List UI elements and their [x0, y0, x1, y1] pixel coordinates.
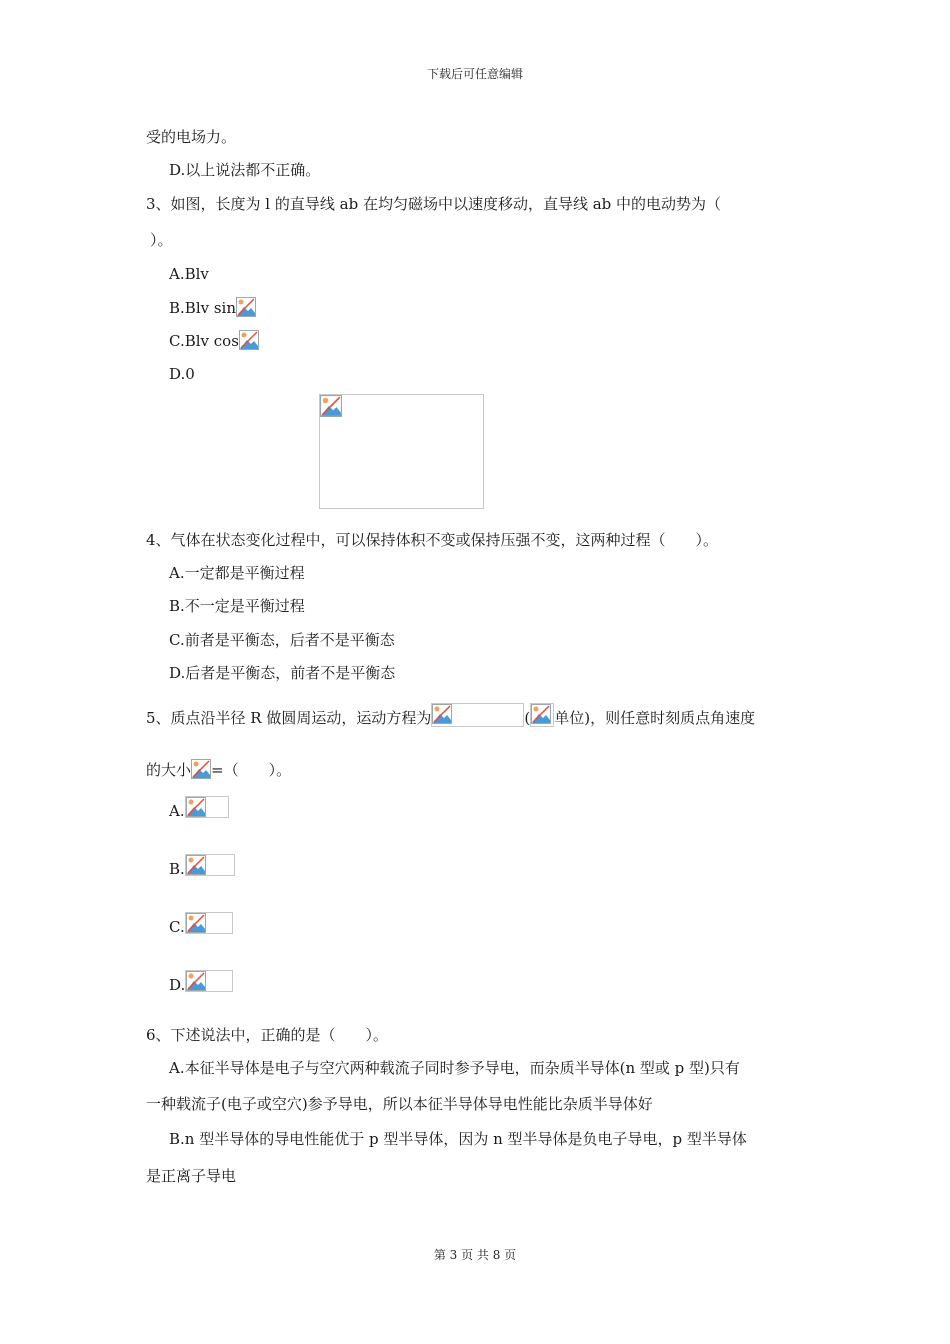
question-3: 3、如图，长度为 l 的直导线 ab 在均匀磁场中以速度移动，直导线 ab 中的电动势为（ [146, 195, 722, 213]
omega-image [191, 759, 211, 779]
option-d-q4: D.后者是平衡态，前者不是平衡态 [169, 664, 396, 682]
option-a-q5 [169, 796, 229, 821]
equation-image [431, 703, 524, 727]
option-c-q5-image [185, 912, 233, 934]
broken-image-icon [239, 330, 259, 350]
question-5-text-b: ( [524, 709, 531, 727]
unit-image [530, 703, 554, 727]
option-c-q4: C.前者是平衡态，后者不是平衡态 [169, 631, 395, 649]
question-4: 4、气体在状态变化过程中，可以保持体积不变或保持压强不变，这两种过程（ ）。 [146, 531, 719, 549]
broken-image-icon [186, 855, 206, 875]
option-a-q4: A.一定都是平衡过程 [169, 564, 305, 582]
question-5-line-2 [146, 759, 291, 780]
option-d-q3: D.0 [169, 365, 195, 383]
option-c-q5 [169, 912, 233, 937]
broken-image-icon [186, 797, 206, 817]
option-b-q5 [169, 854, 235, 879]
option-c-q3-text: C.Blv cos [169, 332, 239, 350]
broken-image-icon [191, 759, 211, 779]
option-a-q3: A.Blv [169, 265, 209, 283]
option-d-q5-label: D. [169, 976, 186, 994]
question-6: 6、下述说法中，正确的是（ ）。 [146, 1026, 389, 1044]
question-3-end: ）。 [150, 231, 173, 249]
option-a-q6-line-2: 一种载流子(电子或空穴)参予导电，所以本征半导体导电性能比杂质半导体好 [146, 1095, 653, 1113]
option-d-q5-image [185, 970, 233, 992]
page-header: 下载后可任意编辑 [426, 67, 523, 81]
option-b-q3-text: B.Blv sin [169, 299, 237, 317]
option-b-q6-line-1: B.n 型半导体的导电性能优于 p 型半导体，因为 n 型半导体是负电子导电，p 型半导体 [169, 1130, 747, 1148]
question-5-text-e: =（ ）。 [211, 761, 292, 779]
question-5-text-a: 5、质点沿半径 R 做圆周运动，运动方程为 [146, 709, 432, 727]
broken-image-icon [531, 704, 551, 724]
option-b-q6-line-2: 是正离子导电 [146, 1167, 237, 1185]
option-a-q6-line-1: A.本征半导体是电子与空穴两种载流子同时参予导电，而杂质半导体(n 型或 p 型)只有 [169, 1059, 740, 1077]
option-b-q4: B.不一定是平衡过程 [169, 597, 305, 615]
text-line: 受的电场力。 [146, 128, 237, 146]
question-5-text-c: 单位)，则任意时刻质点角速度 [554, 709, 756, 727]
question-5-line-1 [146, 703, 755, 728]
option-b-q5-label: B. [169, 860, 185, 878]
broken-image-icon [432, 704, 452, 724]
broken-image-icon [186, 913, 206, 933]
broken-image-icon [236, 297, 256, 317]
option-a-q5-label: A. [169, 802, 185, 820]
option-d-q2: D.以上说法都不正确。 [169, 161, 321, 179]
question-5-text-d: 的大小 [146, 761, 192, 779]
page-footer: 第 3 页 共 8 页 [433, 1248, 517, 1262]
option-d-q5 [169, 970, 233, 995]
broken-image-icon [186, 971, 206, 991]
figure-placeholder [319, 394, 484, 509]
option-b-q3 [169, 297, 256, 318]
broken-image-icon [320, 395, 342, 417]
option-a-q5-image [185, 796, 229, 818]
option-c-q5-label: C. [169, 918, 185, 936]
option-b-q5-image [185, 854, 235, 876]
option-c-q3 [169, 330, 259, 351]
